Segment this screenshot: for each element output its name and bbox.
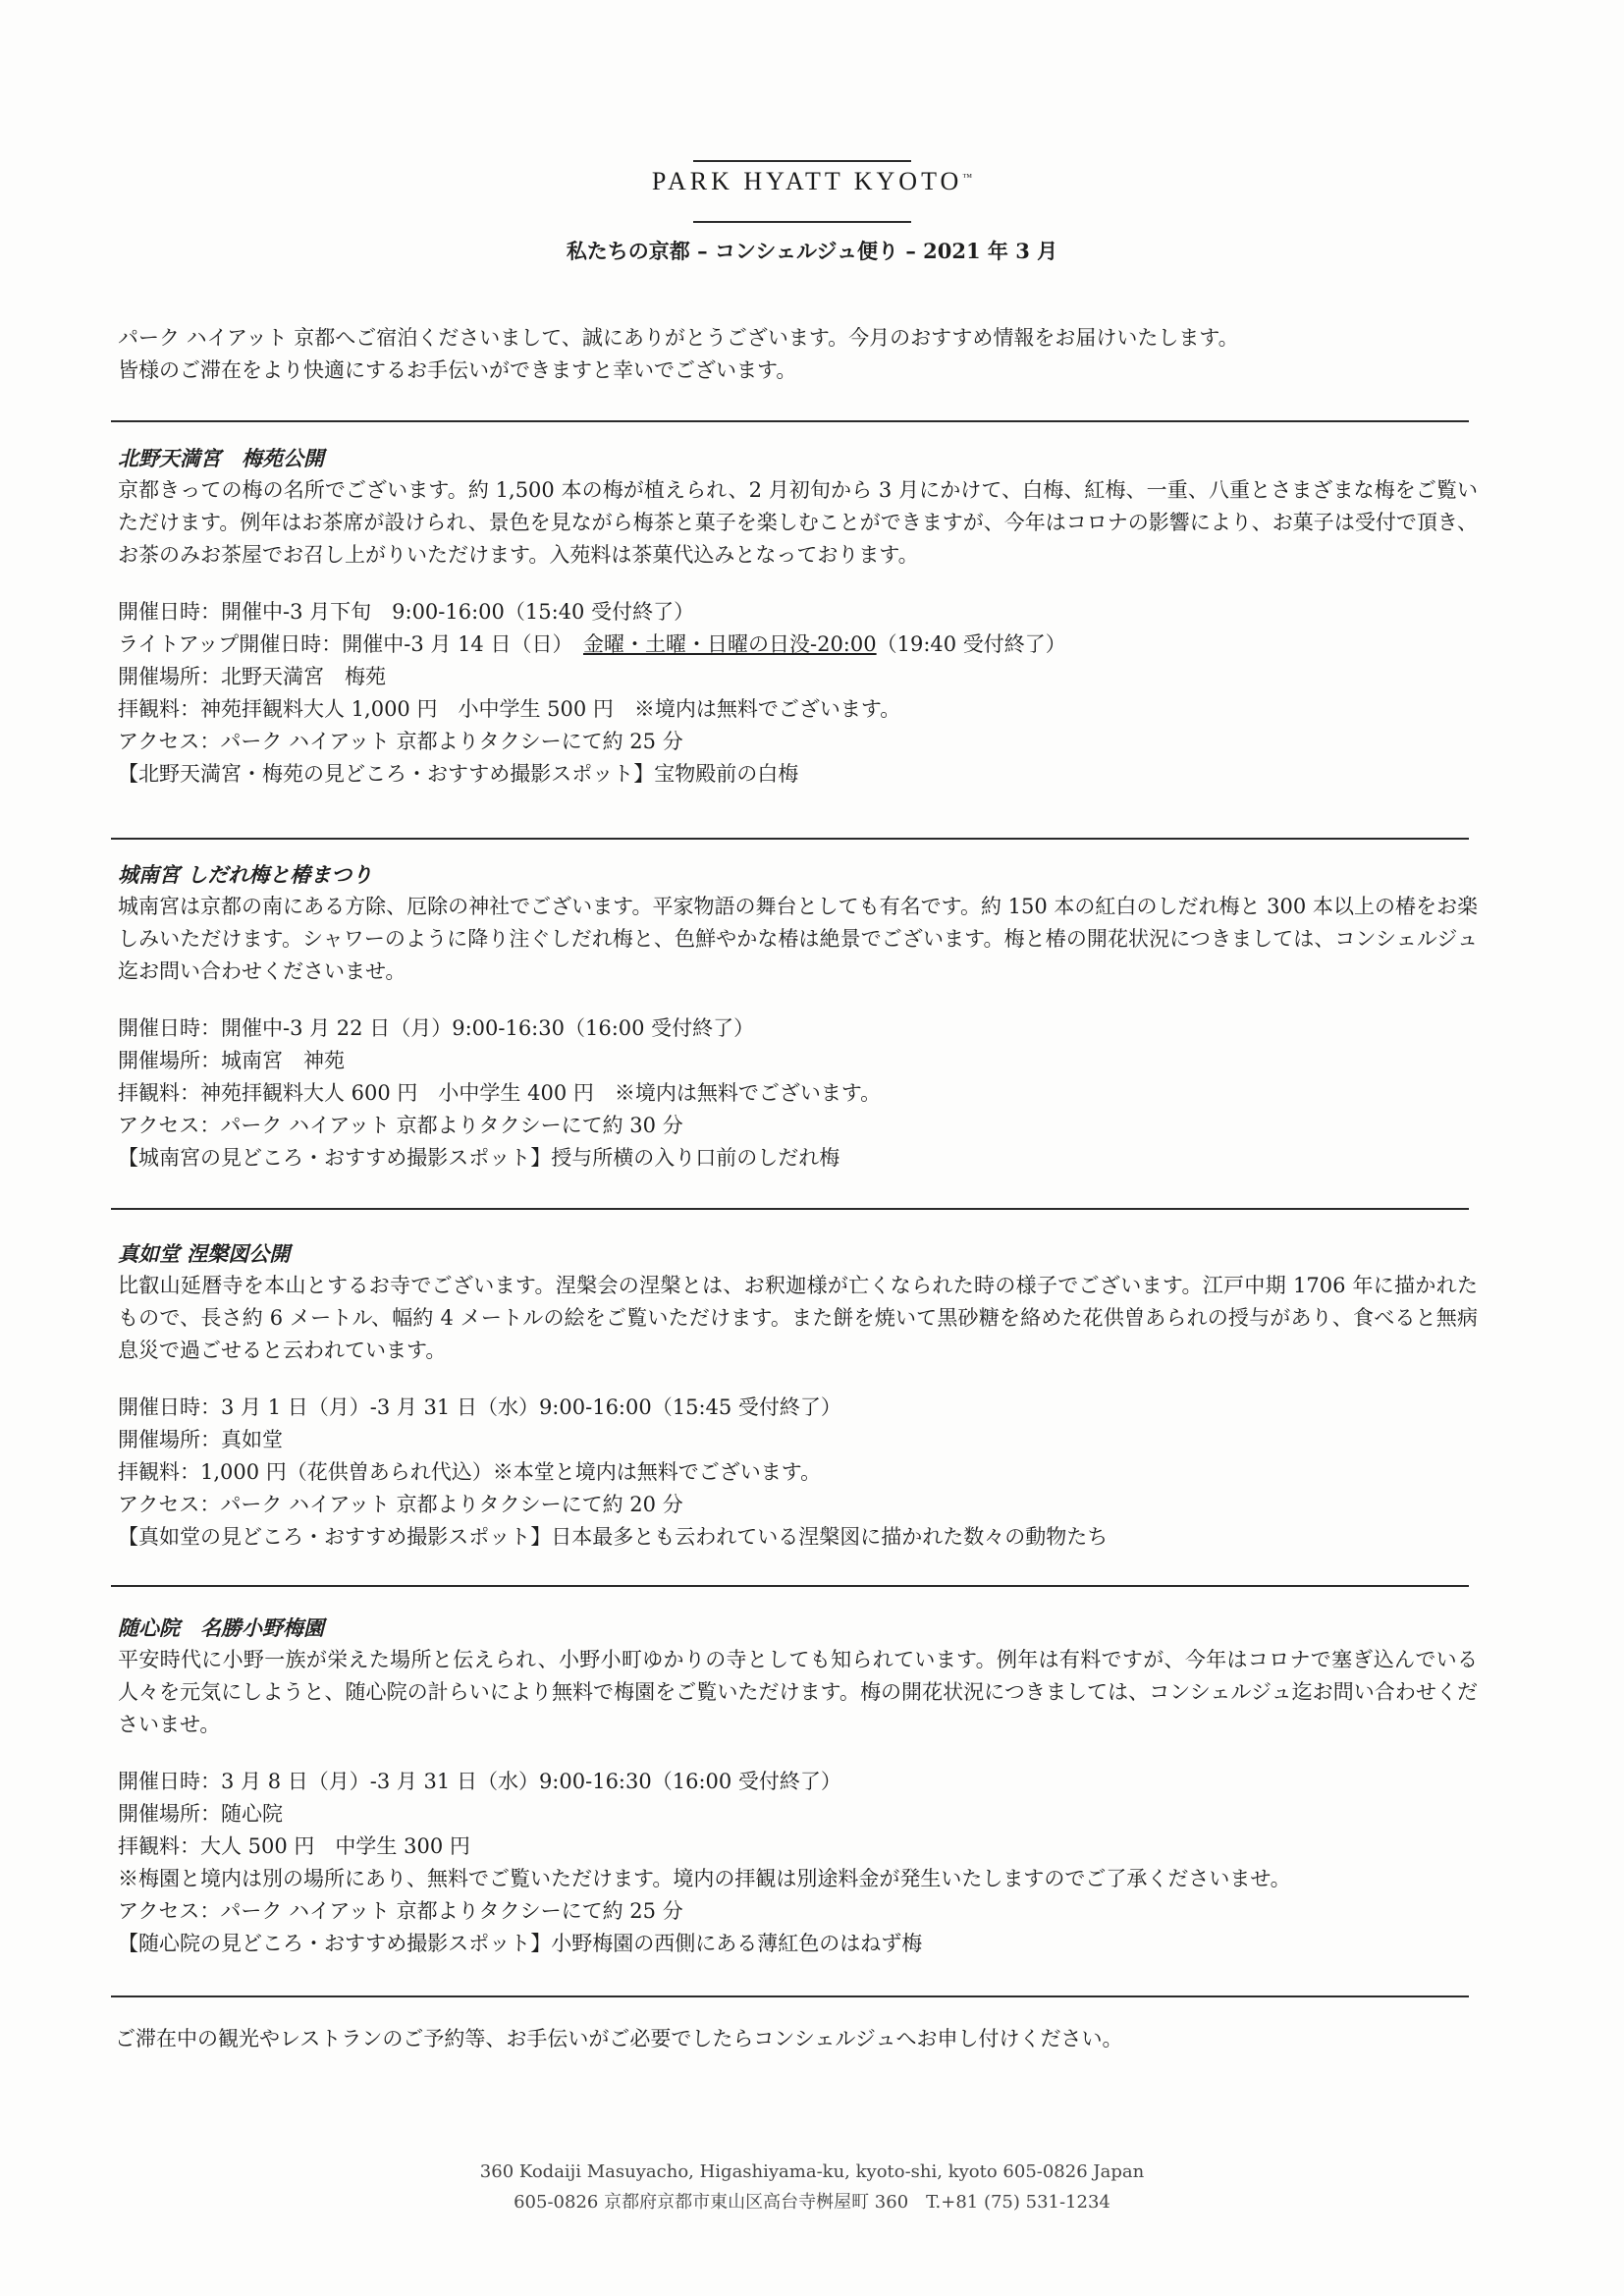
lightup-hours: 金曜・土曜・日曜の日没-20:00 <box>582 632 877 656</box>
detail-line: 拝観料：神苑拝観料大人 600 円 小中学生 400 円 ※境内は無料でございます。 <box>118 1081 882 1105</box>
logo-rule-bottom <box>693 221 911 223</box>
footer-address-en: 360 Kodaiji Masuyacho, Higashiyama-ku, kyoto-shi, kyoto 605-0826 Japan <box>479 2161 1145 2182</box>
detail-line: 開催場所：城南宮 神苑 <box>118 1049 345 1072</box>
detail-line: ライトアップ開催日時：開催中-3 月 14 日（日） 金曜・土曜・日曜の日没-20:00（19:40 受付終了） <box>118 632 1066 656</box>
section-divider <box>111 1208 1469 1210</box>
detail-line: 開催日時：3 月 8 日（月）-3 月 31 日（水）9:00-16:30（16:00 受付終了） <box>118 1770 841 1793</box>
section-body: 比叡山延暦寺を本山とするお寺でございます。涅槃会の涅槃とは、お釈迦様が亡くなられた時の様子でございます。江戸中期 1706 年に描かれたもので、長さ約 6 メートル、幅約 4 メートルの絵をご覧いただけます。また餅を焼いて黒砂糖を絡めた花供曽あられの授与があり、食べると無病息災で過ごせると云われています。 <box>118 1274 1478 1362</box>
logo-rule-top <box>693 160 911 162</box>
section-kitano-tenmangu <box>118 444 1478 791</box>
intro-line: パーク ハイアット 京都へご宿泊くださいまして、誠にありがとうございます。今月のおすすめ情報をお届けいたします。 <box>118 326 1239 350</box>
detail-line: 開催場所：真如堂 <box>118 1428 283 1451</box>
detail-line: 【真如堂の見どころ・おすすめ撮影スポット】日本最多とも云われている涅槃図に描かれた数々の動物たち <box>118 1525 1109 1549</box>
section-divider <box>111 838 1469 840</box>
footer-address-jp: 605-0826 京都府京都市東山区高台寺桝屋町 360 T.+81 (75) 531-1234 <box>514 2192 1110 2213</box>
detail-line: 拝観料：大人 500 円 中学生 300 円 <box>118 1834 470 1858</box>
detail-line: 【随心院の見どころ・おすすめ撮影スポット】小野梅園の西側にある薄紅色のはねず梅 <box>118 1932 923 1955</box>
detail-line: 拝観料：神苑拝観料大人 1,000 円 小中学生 500 円 ※境内は無料でございます。 <box>118 697 901 721</box>
detail-line: ※梅園と境内は別の場所にあり、無料でご覧いただけます。境内の拝観は別途料金が発生いたしますのでご了承くださいませ。 <box>118 1867 1291 1890</box>
section-body: 京都きっての梅の名所でございます。約 1,500 本の梅が植えられ、2 月初旬から 3 月にかけて、白梅、紅梅、一重、八重とさまざまな梅をご覧いただけます。例年はお茶席が設けられ、景色を見ながら梅茶と菓子を楽しむことができますが、今年はコロナの影響により、お菓子は受付で頂き、お茶のみお茶屋でお召し上がりいただけます。入苑料は茶菓代込みとなっております。 <box>118 478 1478 567</box>
closing-note: ご滞在中の観光やレストランのご予約等、お手伝いがご必要でしたらコンシェルジュへお申し付けください。 <box>115 2027 1123 2050</box>
detail-line: アクセス：パーク ハイアット 京都よりタクシーにて約 25 分 <box>118 1899 683 1923</box>
section-jonangu <box>118 860 1478 1175</box>
section-divider <box>111 420 1469 422</box>
section-divider <box>111 1585 1469 1587</box>
section-title: 随心院 名勝小野梅園 <box>118 1615 324 1640</box>
detail-line: 【城南宮の見どころ・おすすめ撮影スポット】授与所横の入り口前のしだれ梅 <box>118 1146 840 1170</box>
section-details <box>118 1392 1478 1554</box>
detail-line: 拝観料：1,000 円（花供曽あられ代込）※本堂と境内は無料でございます。 <box>118 1460 822 1484</box>
brand-logo: PARK HYATT KYOTO™ <box>651 167 973 195</box>
section-title: 真如堂 涅槃図公開 <box>118 1241 291 1266</box>
section-zuishinin <box>118 1613 1478 1960</box>
detail-line: 開催日時：開催中-3 月 22 日（月）9:00-16:30（16:00 受付終了） <box>118 1016 755 1040</box>
section-details <box>118 1766 1478 1960</box>
footer-address <box>0 2157 1624 2217</box>
page-title: 私たちの京都 – コンシェルジュ便り – 2021 年 3 月 <box>566 239 1058 263</box>
detail-line: 開催場所：随心院 <box>118 1802 283 1826</box>
section-title: 城南宮 しだれ梅と椿まつり <box>118 862 373 887</box>
section-title: 北野天満宮 梅苑公開 <box>118 446 324 470</box>
section-body: 平安時代に小野一族が栄えた場所と伝えられ、小野小町ゆかりの寺としても知られています。例年は有料ですが、今年はコロナで塞ぎ込んでいる人々を元気にしようと、随心院の計らいにより無料で梅園をご覧いただけます。梅の開花状況につきましては、コンシェルジュ迄お問い合わせくださいませ。 <box>118 1648 1478 1736</box>
detail-line: 開催場所：北野天満宮 梅苑 <box>118 665 386 688</box>
detail-line: 開催日時：開催中-3 月下旬 9:00-16:00（15:40 受付終了） <box>118 600 695 624</box>
section-shinnyodo <box>118 1239 1478 1554</box>
section-divider <box>111 1995 1469 1997</box>
section-details <box>118 596 1478 791</box>
intro-text <box>118 322 1473 387</box>
section-body: 城南宮は京都の南にある方除、厄除の神社でございます。平家物語の舞台としても有名です。約 150 本の紅白のしだれ梅と 300 本以上の椿をお楽しみいただけます。シャワーのように降り注ぐしだれ梅と、色鮮やかな椿は絶景でございます。梅と椿の開花状況につきましては、コンシェルジュ迄お問い合わせくださいませ。 <box>118 895 1478 983</box>
detail-line: アクセス：パーク ハイアット 京都よりタクシーにて約 25 分 <box>118 730 683 753</box>
detail-line: 【北野天満宮・梅苑の見どころ・おすすめ撮影スポット】宝物殿前の白梅 <box>118 762 799 786</box>
detail-line: アクセス：パーク ハイアット 京都よりタクシーにて約 30 分 <box>118 1114 683 1137</box>
section-details <box>118 1012 1478 1175</box>
detail-line: アクセス：パーク ハイアット 京都よりタクシーにて約 20 分 <box>118 1493 683 1516</box>
detail-line: 開催日時：3 月 1 日（月）-3 月 31 日（水）9:00-16:00（15:45 受付終了） <box>118 1395 841 1419</box>
intro-line: 皆様のご滞在をより快適にするお手伝いができますと幸いでございます。 <box>118 358 797 382</box>
